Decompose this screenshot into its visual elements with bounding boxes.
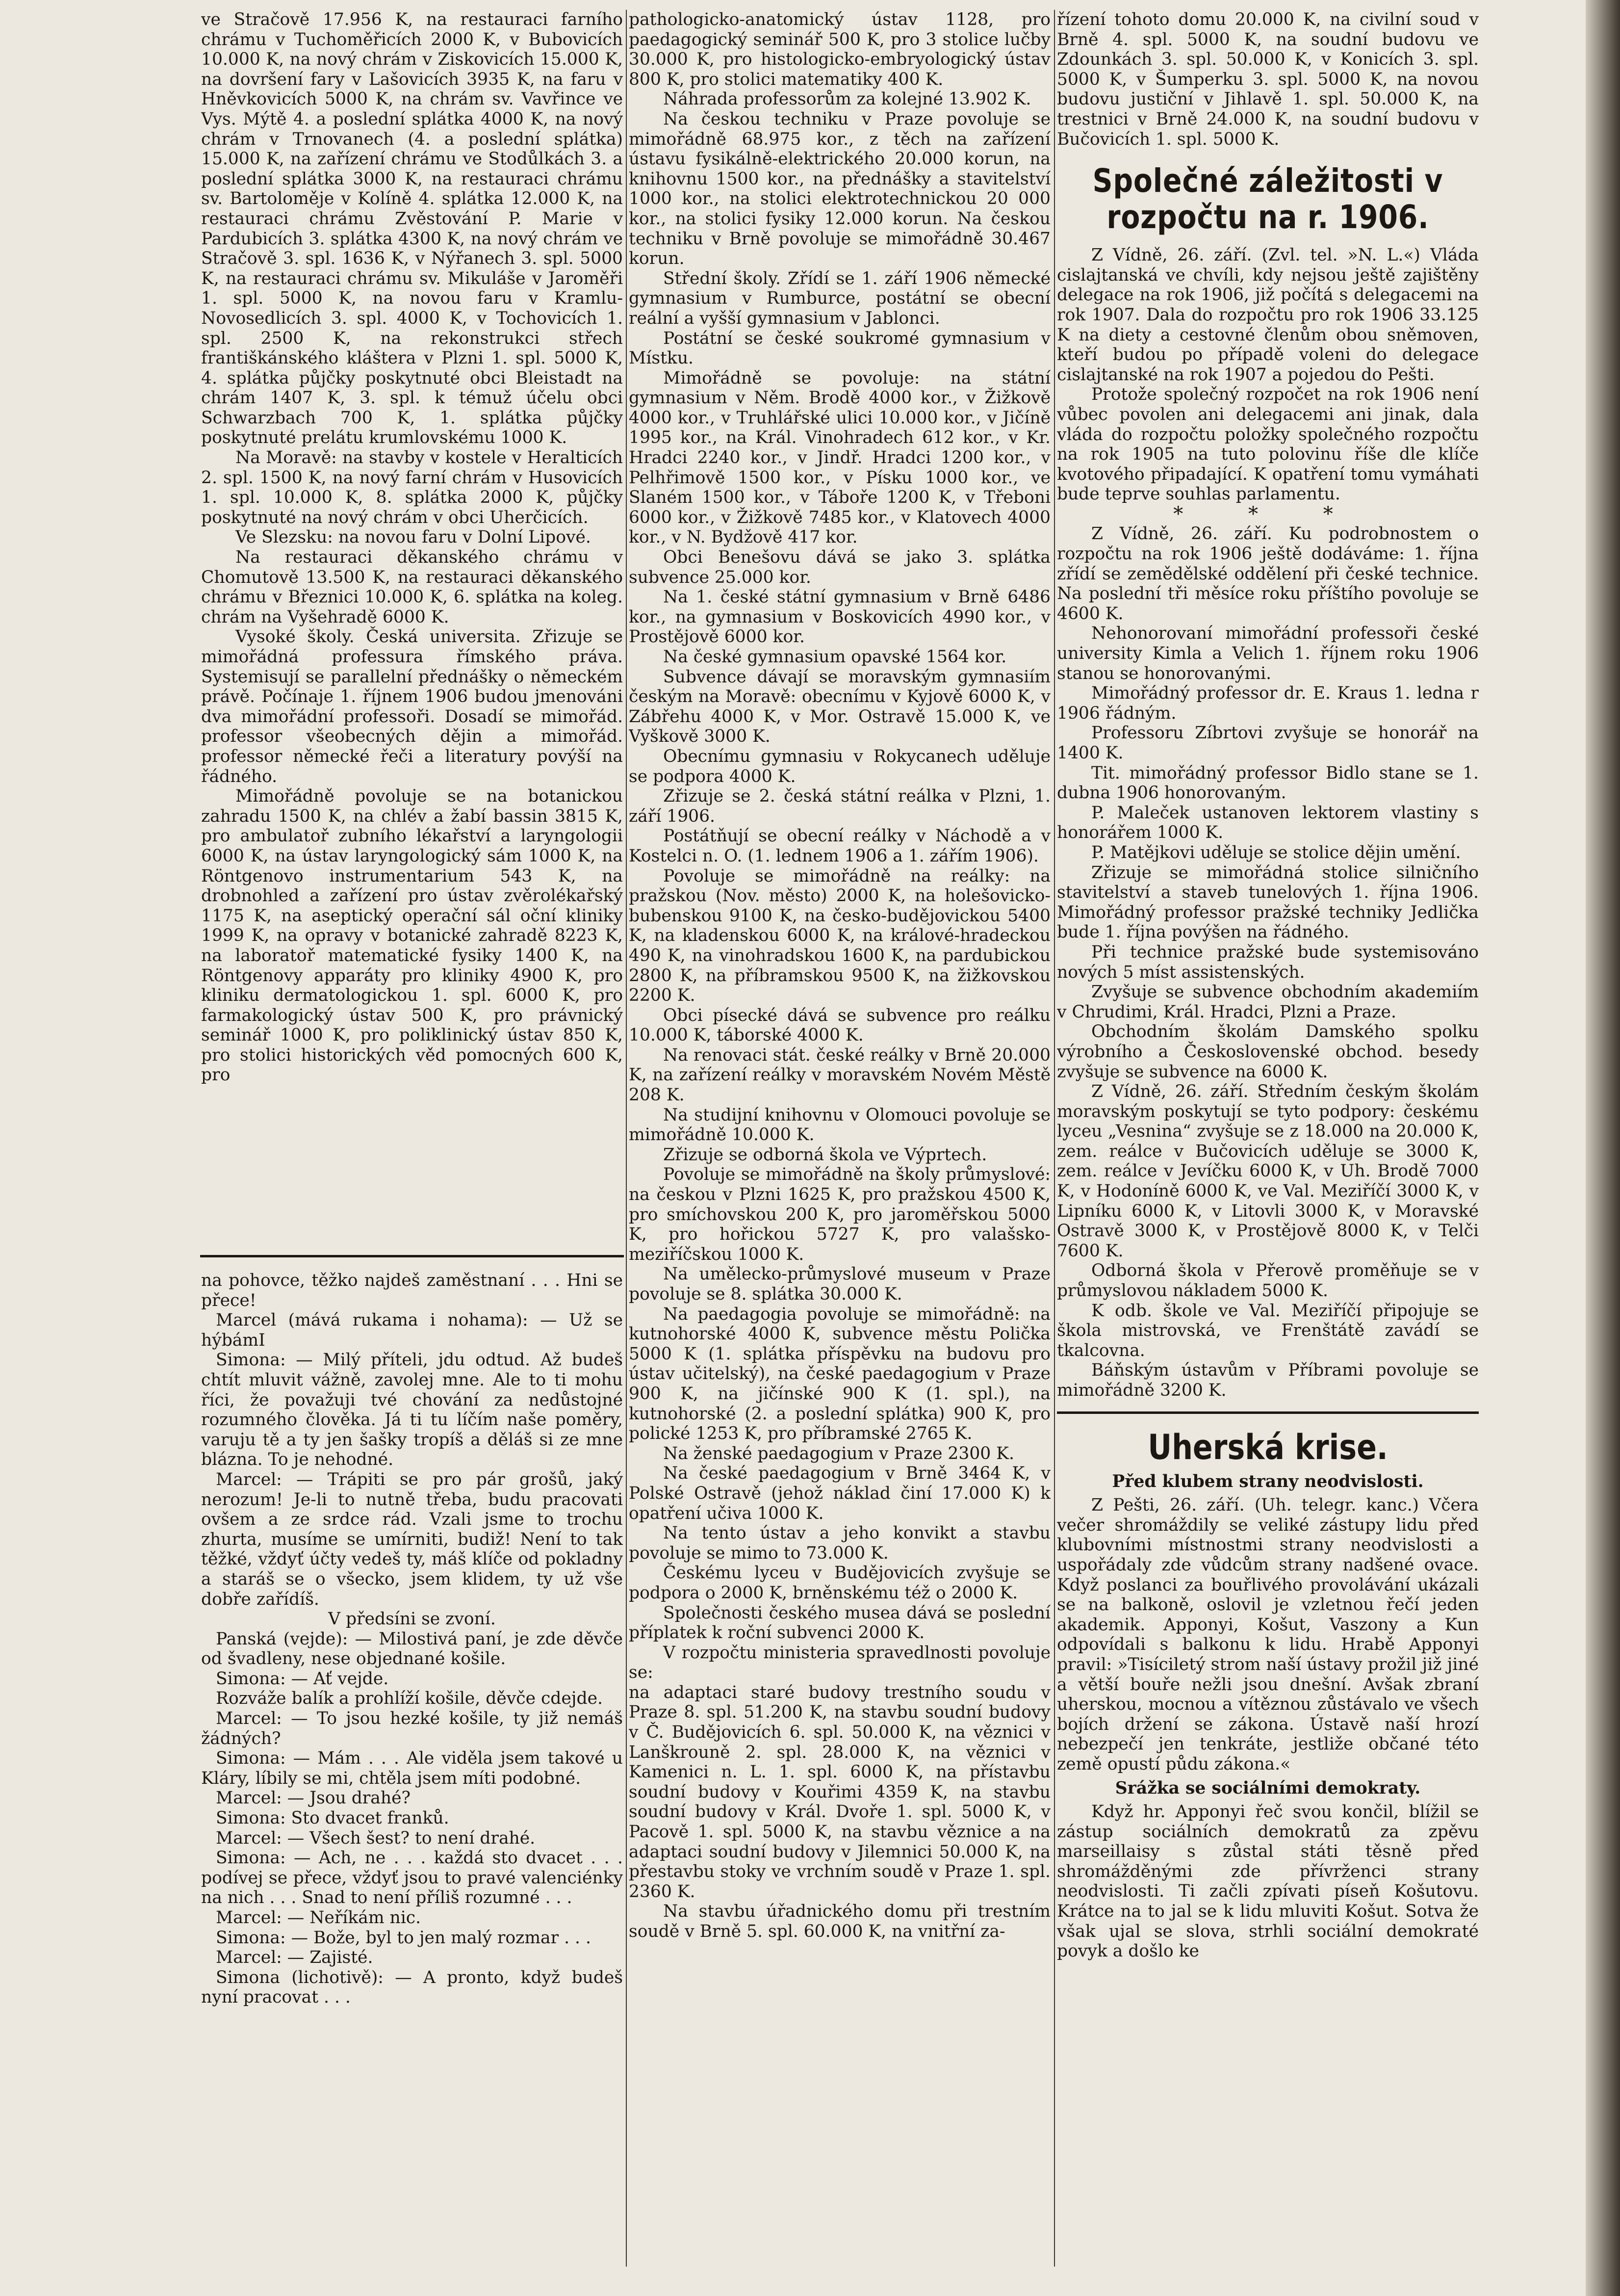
- col1-para: Na Moravě: na stavby v kostele v Heralticích 2. spl. 1500 K, na nový farní chrám v Husovicích 1. spl. 10.000 K, 8. splátka 2000 K, půjčky poskytnuté na nový chrám v obci Uherčicích.: [201, 448, 623, 527]
- play-line: Simona (lichotivě): — A pronto, když budeš nyní pracovat . . .: [201, 1967, 623, 2008]
- col2-para: Subvence dávají se moravským gymnasiím českým na Moravě: obecnímu v Kyjově 6000 K, v Zábřehu 4000 K, v Mor. Ostravě 15.000 K, ve Vyškově 3000 K.: [629, 667, 1051, 747]
- col2-para: Na ženské paedagogium v Praze 2300 K.: [663, 1443, 1014, 1463]
- school-para: Z Vídně, 26. září. Středním českým školám moravským poskytují se tyto podpory: českému lyceu „Vesnina“ zvyšuje se z 18.000 na 20.000 K, zem. reálce v Bučovicích uděluje se 3000 K, zem. reálce v Jevíčku 6000 K, v Uh. Brodě 7000 K, v Hodoníně 6000 K, ve Val. Meziříčí 3000 K, v Lipníku 6000 K, v Litovli 3000 K, v Moravské Ostravě 3000 K, v Prostějově 8000 K, v Telči 7600 K.: [1057, 1082, 1479, 1261]
- play-line: Marcel: — Jsou drahé?: [216, 1788, 411, 1808]
- school-para: Odborná škola v Přerově proměňuje se v průmyslovou nákladem 5000 K.: [1057, 1261, 1479, 1301]
- school-para: Mimořádný professor dr. E. Kraus 1. ledna r 1906 řádným.: [1057, 683, 1479, 723]
- feuilleton-divider: [200, 1255, 624, 1257]
- school-para: Z Vídně, 26. září. Ku podrobnostem o rozpočtu na rok 1906 ještě dodáváme: 1. října zřídí se zemědělské oddělení při české technice. Na poslední tři měsíce roku příštího povoluje se 4600 K.: [1057, 524, 1479, 624]
- col2-para: V rozpočtu ministeria spravedlnosti povoluje se:: [629, 1643, 1051, 1683]
- col2-para: Na tento ústav a jeho konvikt a stavbu povoluje se mimo to 73.000 K.: [629, 1523, 1051, 1563]
- play-line: Rozváže balík a prohlíží košile, děvče cdejde.: [216, 1689, 603, 1709]
- budget-heading: Společné záležitosti v rozpočtu na r. 1906.: [1092, 162, 1443, 236]
- section-divider: [1057, 1411, 1479, 1414]
- column-rule: [1054, 10, 1055, 2267]
- section-stars: * * *: [1173, 502, 1363, 525]
- col2-para: pathologicko-anatomický ústav 1128, pro paedagogický seminář 500 K, pro 3 stolice lučby 30.000 K, pro histologicko-embryologický ústav 800 K, pro stolici matematiky 400 K.: [629, 10, 1051, 89]
- col2-para: Zřizuje se 2. česká státní reálka v Plzni, 1. září 1906.: [629, 786, 1051, 826]
- play-line: Simona: — Ach, ne . . . každá sto dvacet . . . podívej se přece, vždyť jsou to pravé valenciénky na nich . . . Snad to není příliš rozumné . . .: [201, 1848, 623, 1908]
- col2-para: Povoluje se mimořádně na školy průmyslové: na českou v Plzni 1625 K, pro pražskou 4500 K, pro smíchovskou 200 K, pro jaroměřskou 5000 K, pro hořickou 5727 K, pro valašsko-meziříčskou 1000 K.: [629, 1165, 1051, 1264]
- col2-para: Českému lyceu v Budějovicích zvyšuje se podpora o 2000 K, brněnskému též o 2000 K.: [629, 1563, 1051, 1603]
- col1-para: Mimořádně povoluje se na botanickou zahradu 1500 K, na chlév a žabí bassin 3815 K, pro ambulatoř zubního lékařství a laryngologii 6000 K, na ústav laryngologický sám 1000 K, na Röntgenovo instrumentarium 543 K, na drobnohled a zařízení pro ústav zvěrolékařský 1175 K, na aseptický operační sál oční kliniky 1999 K, na opravy v botanické zahradě 8223 K, na laboratoř matematické fysiky 1400 K, na Röntgenovy apparáty pro kliniky 4900 K, pro kliniku dermatologickou 1. spl. 6000 K, pro farmakologický ústav 500 K, pro právnický seminář 1000 K, pro poliklinický ústav 850 K, pro stolici historických věd pomocných 600 K, pro: [201, 786, 623, 1085]
- col2-para: Zřizuje se odborná škola ve Výprtech.: [663, 1145, 987, 1165]
- play-line: Simona: — Ať vejde.: [216, 1669, 389, 1689]
- hungary-heading: Uherská krise.: [1148, 1427, 1388, 1467]
- budget-para: Z Vídně, 26. září. (Zvl. tel. »N. L.«) Vláda cislajtanská ve chvíli, kdy nejsou ještě zajištěny delegace na rok 1906, již počítá s delegacemi na rok 1907. Dala do rozpočtu pro rok 1906 33.125 K na diety a cestovné členům obou sněmoven, kteří budou po případě voleni do delegace cislajtanské na rok 1907 a pojedou do Pešti.: [1057, 245, 1479, 385]
- hungary-subheading: Před klubem strany neodvislosti.: [1112, 1471, 1424, 1491]
- column-2: [629, 10, 1051, 2267]
- col2-para: Obecnímu gymnasiu v Rokycanech uděluje se podpora 4000 K.: [629, 746, 1051, 786]
- col2-para: Postátňují se obecní reálky v Náchodě a v Kostelci n. O. (1. lednem 1906 a 1. zářím 1906).: [629, 826, 1051, 866]
- col2-para: Na české paedagogium v Brně 3464 K, v Polské Ostravě (jehož náklad činí 17.000 K) k opatření učiva 1000 K.: [629, 1463, 1051, 1523]
- school-para: P. Matějkovi uděluje se stolice dějin umění.: [1091, 842, 1461, 862]
- col2-para: Střední školy. Zřídí se 1. září 1906 německé gymnasium v Rumburce, postátní se obecní reální a vyšší gymnasium v Jablonci.: [629, 268, 1051, 328]
- play-line: Marcel: — Neříkám nic.: [216, 1908, 421, 1928]
- col2-para: Na 1. české státní gymnasium v Brně 6486 kor., na gymnasium v Boskovicích 4990 kor., v Prostějově 6000 kor.: [629, 587, 1051, 647]
- col2-para: Povoluje se mimořádně na reálky: na pražskou (Nov. město) 2000 K, na holešovicko-bubenskou 9100 K, na česko-budějovickou 5400 K, na kladenskou 6000 K, na králové-hradeckou 490 K, na vinohradskou 1600 K, na pardubickou 2800 K, na příbramskou 9500 K, na žižkovskou 2200 K.: [629, 866, 1051, 1006]
- col2-para: Na umělecko-průmyslové museum v Praze povoluje se 8. splátka 30.000 K.: [629, 1264, 1051, 1304]
- col1-para: Vysoké školy. Česká universita. Zřizuje se mimořádná professura římského práva. Systemisují se parallelní přednášky o německém právě. Počínaje 1. říjnem 1906 budou jmenováni dva mimořádní professoři. Dosadí se mimořád. professor všeobecných dějin a mimořád. professor německé řeči a literatury povýší na řádného.: [201, 627, 623, 786]
- school-para: Zvyšuje se subvence obchodním akademiím v Chrudimi, Král. Hradci, Plzni a Praze.: [1057, 982, 1479, 1022]
- col2-para: Obci Benešovu dává se jako 3. splátka subvence 25.000 kor.: [629, 548, 1051, 587]
- play-line: Simona: — Mám . . . Ale viděla jsem takové u Kláry, líbily se mi, chtěla jsem míti podobné.: [201, 1748, 623, 1788]
- play-line: Marcel: — Zajisté.: [216, 1948, 373, 1968]
- col2-para: Mimořádně se povoluje: na státní gymnasium v Něm. Brodě 4000 kor., v Žižkově 4000 kor., v Truhlářské ulici 10.000 kor., v Jičíně 1995 kor., na Král. Vinohradech 612 kor., v Kr. Hradci 2240 kor., v Jindř. Hradci 1200 kor., v Pelhřimově 1500 kor., v Písku 1000 kor., ve Slaném 1500 kor., v Táboře 1200 K, v Třeboni 6000 kor., v Žižkově 7485 kor., v Klatovech 4000 kor., v N. Bydžově 417 kor.: [629, 368, 1051, 548]
- school-para: Zřizuje se mimořádná stolice silničního stavitelství a staveb tunelových 1. října 1906. Mimořádný professor pražské techniky Jedlička bude 1. října povýšen na řádného.: [1057, 862, 1479, 942]
- play-line: na pohovce, těžko najdeš zaměstnaní . . . Hni se přece!: [201, 1271, 623, 1310]
- col2-para: Postátní se české soukromé gymnasium v Místku.: [629, 328, 1051, 368]
- play-line: Simona: — Milý příteli, jdu odtud. Až budeš chtít mluvit vážně, zavolej mne. Ale to ti mohu říci, že považuji tvé chování za nedůstojné rozumného člověka. Já ti tu líčím naše poměry, varuju tě a ty jen šašky tropíš a děláš si ze mne blázna. To je nehodné.: [201, 1350, 623, 1470]
- col2-para: na adaptaci staré budovy trestního soudu v Praze 8. spl. 51.200 K, na stavbu soudní budovy v Č. Budějovicích 6. spl. 50.000 K, na věznici v Lanškrouně 2. spl. 28.000 K, na věznici v Kamenici n. L. 1. spl. 6000 K, na přístavbu soudní budovy v Kouřimi 4359 K, na stavbu soudní budovy v Král. Dvoře 1. spl. 5000 K, v Pacově 1. spl. 5000 K, na stavbu věznice a na adaptaci soudní budovy v Jilemnici 50.000 K, na přestavbu stoky ve vrchním soudě v Praze 1. spl. 2360 K.: [629, 1682, 1051, 1902]
- col2-para: Na stavbu úřadnického domu při trestním soudě v Brně 5. spl. 60.000 K, na vnitřní za-: [629, 1902, 1051, 1941]
- col3-para: řízení tohoto domu 20.000 K, na civilní soud v Brně 4. spl. 5000 K, na soudní budovu ve Zdounkách 3. spl. 50.000 K, v Konicích 3. spl. 5000 K, v Šumperku 3. spl. 5000 K, na novou budovu justiční v Jihlavě 1. spl. 50.000 K, na trestnici v Brně 24.000 K, na soudní budovu v Bučovicích 1. spl. 5000 K.: [1057, 10, 1479, 149]
- school-para: Při technice pražské bude systemisováno nových 5 míst assistenských.: [1057, 942, 1479, 982]
- play-line: Marcel: — Všech šest? to není drahé.: [216, 1828, 536, 1848]
- col2-para: Společnosti českého musea dává se poslední příplatek k roční subvenci 2000 K.: [629, 1603, 1051, 1643]
- column-1: [201, 10, 623, 1251]
- col2-para: Obci písecké dává se subvence pro reálku 10.000 K, táborské 4000 K.: [629, 1005, 1051, 1045]
- column-rule: [626, 10, 627, 2267]
- school-para: Obchodním školám Damského spolku výrobního a Československé obchod. besedy zvyšuje se subvence na 6000 K.: [1057, 1022, 1479, 1082]
- school-para: K odb. škole ve Val. Meziříčí připojuje se škola mistrovská, ve Frenštátě zavádí se tkalcovna.: [1057, 1301, 1479, 1360]
- col2-para: Náhrada professorům za kolejné 13.902 K.: [663, 89, 1031, 109]
- play-line: Panská (vejde): — Milostivá paní, je zde děvče od švadleny, nese objednané košile.: [201, 1629, 623, 1669]
- school-para: Professoru Zíbrtovi zvyšuje se honorář na 1400 K.: [1057, 723, 1479, 763]
- social-subheading: Srážka se sociálními demokraty.: [1115, 1778, 1421, 1798]
- col1-para: Na restauraci děkanského chrámu v Chomutově 13.500 K, na restauraci děkanského chrámu v Březnici 10.000 K, 6. splátka na koleg. chrám na Vyšehradě 6000 K.: [201, 548, 623, 627]
- col2-para: Na českou techniku v Praze povoluje se mimořádně 68.975 kor., z těch na zařízení ústavu fysikálně-elektrického 20.000 korun, na knihovnu 1500 kor., na přednášky a stavitelství 1000 kor., na stolici elektrotechnickou 20 000 kor., na stolici fysiky 12.000 korun. Na českou techniku v Brně povoluje se mimořádně 30.467 korun.: [629, 109, 1051, 269]
- budget-para: Protože společný rozpočet na rok 1906 není vůbec povolen ani delegacemi ani jinak, dala vláda do rozpočtu položky společného rozpočtu na rok 1905 na tuto polovinu říše dle klíče kvotového připadající. K opatření tomu vymáhati bude teprve souhlas parlamentu.: [1057, 385, 1479, 504]
- play-line: Marcel: — Trápiti se pro pár grošů, jaký nerozum! Je-li to nutně třeba, budu pracovati ovšem a ze srdce rád. Vzali jsme to trochu zhurta, musíme se umírniti, budiž! Není to tak těžké, vždyť účty vedeš ty, máš klíče od pokladny a staráš se o všecko, jsem klidem, ty už vše dobře zařídíš.: [201, 1469, 623, 1609]
- column-3: [1057, 10, 1479, 2267]
- stage-direction: V předsíni se zvoní.: [328, 1609, 496, 1629]
- social-para: Když hr. Apponyi řeč svou končil, blížil se zástup sociálních demokratů za zpěvu marseillaisy s zůstal státi těsně před shromážděnými zde přívrženci strany neodvislosti. Ti začli zpívati píseň Košutovu. Krátce na to jal se k lidu mluviti Košut. Sotva že však ujal se slova, strhli sociální demokraté povyk a došlo ke: [1057, 1802, 1479, 1961]
- col2-para: Na české gymnasium opavské 1564 kor.: [663, 647, 1007, 667]
- col2-para: Na renovaci stát. české reálky v Brně 20.000 K, na zařízení reálky v moravském Novém Městě 208 K.: [629, 1045, 1051, 1105]
- school-para: Báňským ústavům v Příbrami povoluje se mimořádně 3200 K.: [1057, 1360, 1479, 1400]
- play-line: Marcel: — To jsou hezké košile, ty již nemáš žádných?: [201, 1709, 623, 1748]
- col1-para: Ve Slezsku: na novou faru v Dolní Lipové.: [235, 527, 591, 548]
- play-line: Simona: Sto dvacet franků.: [216, 1808, 449, 1828]
- play-line: Marcel (mává rukama i nohama): — Už se hýbámI: [201, 1310, 623, 1350]
- school-para: Nehonorovaní mimořádní professoři české university Kimla a Velich 1. říjnem roku 1906 stanou se honorovanými.: [1057, 624, 1479, 683]
- school-para: P. Maleček ustanoven lektorem vlastiny s honorářem 1000 K.: [1057, 803, 1479, 843]
- col2-para: Na studijní knihovnu v Olomouci povoluje se mimořádně 10.000 K.: [629, 1105, 1051, 1145]
- hungary-para: Z Pešti, 26. září. (Uh. telegr. kanc.) Včera večer shromáždily se veliké zástupy lidu před klubovními místnostmi strany neodvislosti a uspořádaly zde vůdcům strany nadšené ovace. Když poslanci za bouřlivého provolávání ukázali se na balkoně, oslovil je vzletnou řečí jeden akademik. Apponyi, Košut, Vaszony a Kun odpovídali s balkonu k lidu. Hrabě Apponyi pravil: »Tisíciletý strom naší ústavy prožil již jiné a větší bouře nežli jsou dnešní. Avšak zbraní uherskou, mocnou a vítěznou zůstávalo ve všech bojích držení se zákona. Ústavě naší hrozí nebezpečí jen tenkráte, jestliže občané této země opustí půdu zákona.«: [1057, 1495, 1479, 1774]
- school-para: Tit. mimořádný professor Bidlo stane se 1. dubna 1906 honorovaným.: [1057, 763, 1479, 803]
- col2-para: Na paedagogia povoluje se mimořádně: na kutnohorské 4000 K, subvence městu Polička 5000 K (1. splátka příspěvku na budovu pro ústav učitelský), na české paedagogium v Praze 900 K, na jičínské 900 K (1. spl.), na kutnohorské (2. a poslední splátka) 900 K, pro polické 1253 K, pro příbramské 2765 K.: [629, 1304, 1051, 1444]
- col1-para: ve Stračově 17.956 K, na restauraci farního chrámu v Tuchoměřicích 2000 K, v Bubovicích 10.000 K, na nový chrám v Ziskovicích 15.000 K, na dovršení fary v Lašovicích 3935 K, na faru v Hněvkovicích 5000 K, na chrám sv. Vavřince ve Vys. Mýtě 4. a poslední splátka 4000 K, na nový chrám v Trnovanech (4. a poslední splátka) 15.000 K, na zařízení chrámu ve Stodůlkách 3. a poslední splátka 3000 K, na restauraci chrámu sv. Bartoloměje v Kolíně 4. splátka 12.000 K, na restauraci chrámu Zvěstování P. Marie v Pardubicích 3. splátka 4300 K, na nový chrám ve Stračově 3. spl. 1636 K, v Nýřanech 3. spl. 5000 K, na restauraci chrámu sv. Mikuláše v Jaroměři 1. spl. 5000 K, na novou faru v Kramlu-Novosedlicích 3. spl. 4000 K, v Tochovicích 1. spl. 2500 K, na rekonstrukci střech františkánského kláštera v Plzni 1. spl. 5000 K, 4. splátka půjčky poskytnuté obci Bleistadt na chrám 1407 K, 3. spl. k témuž účelu obci Schwarzbach 700 K, 1. splátka půjčky poskytnuté prelátu krumlovskému 1000 K.: [201, 10, 623, 448]
- binding-edge: [1586, 0, 1620, 2296]
- feuilleton-play: [201, 1271, 623, 2276]
- play-line: Simona: — Bože, byl to jen malý rozmar . . .: [216, 1928, 591, 1948]
